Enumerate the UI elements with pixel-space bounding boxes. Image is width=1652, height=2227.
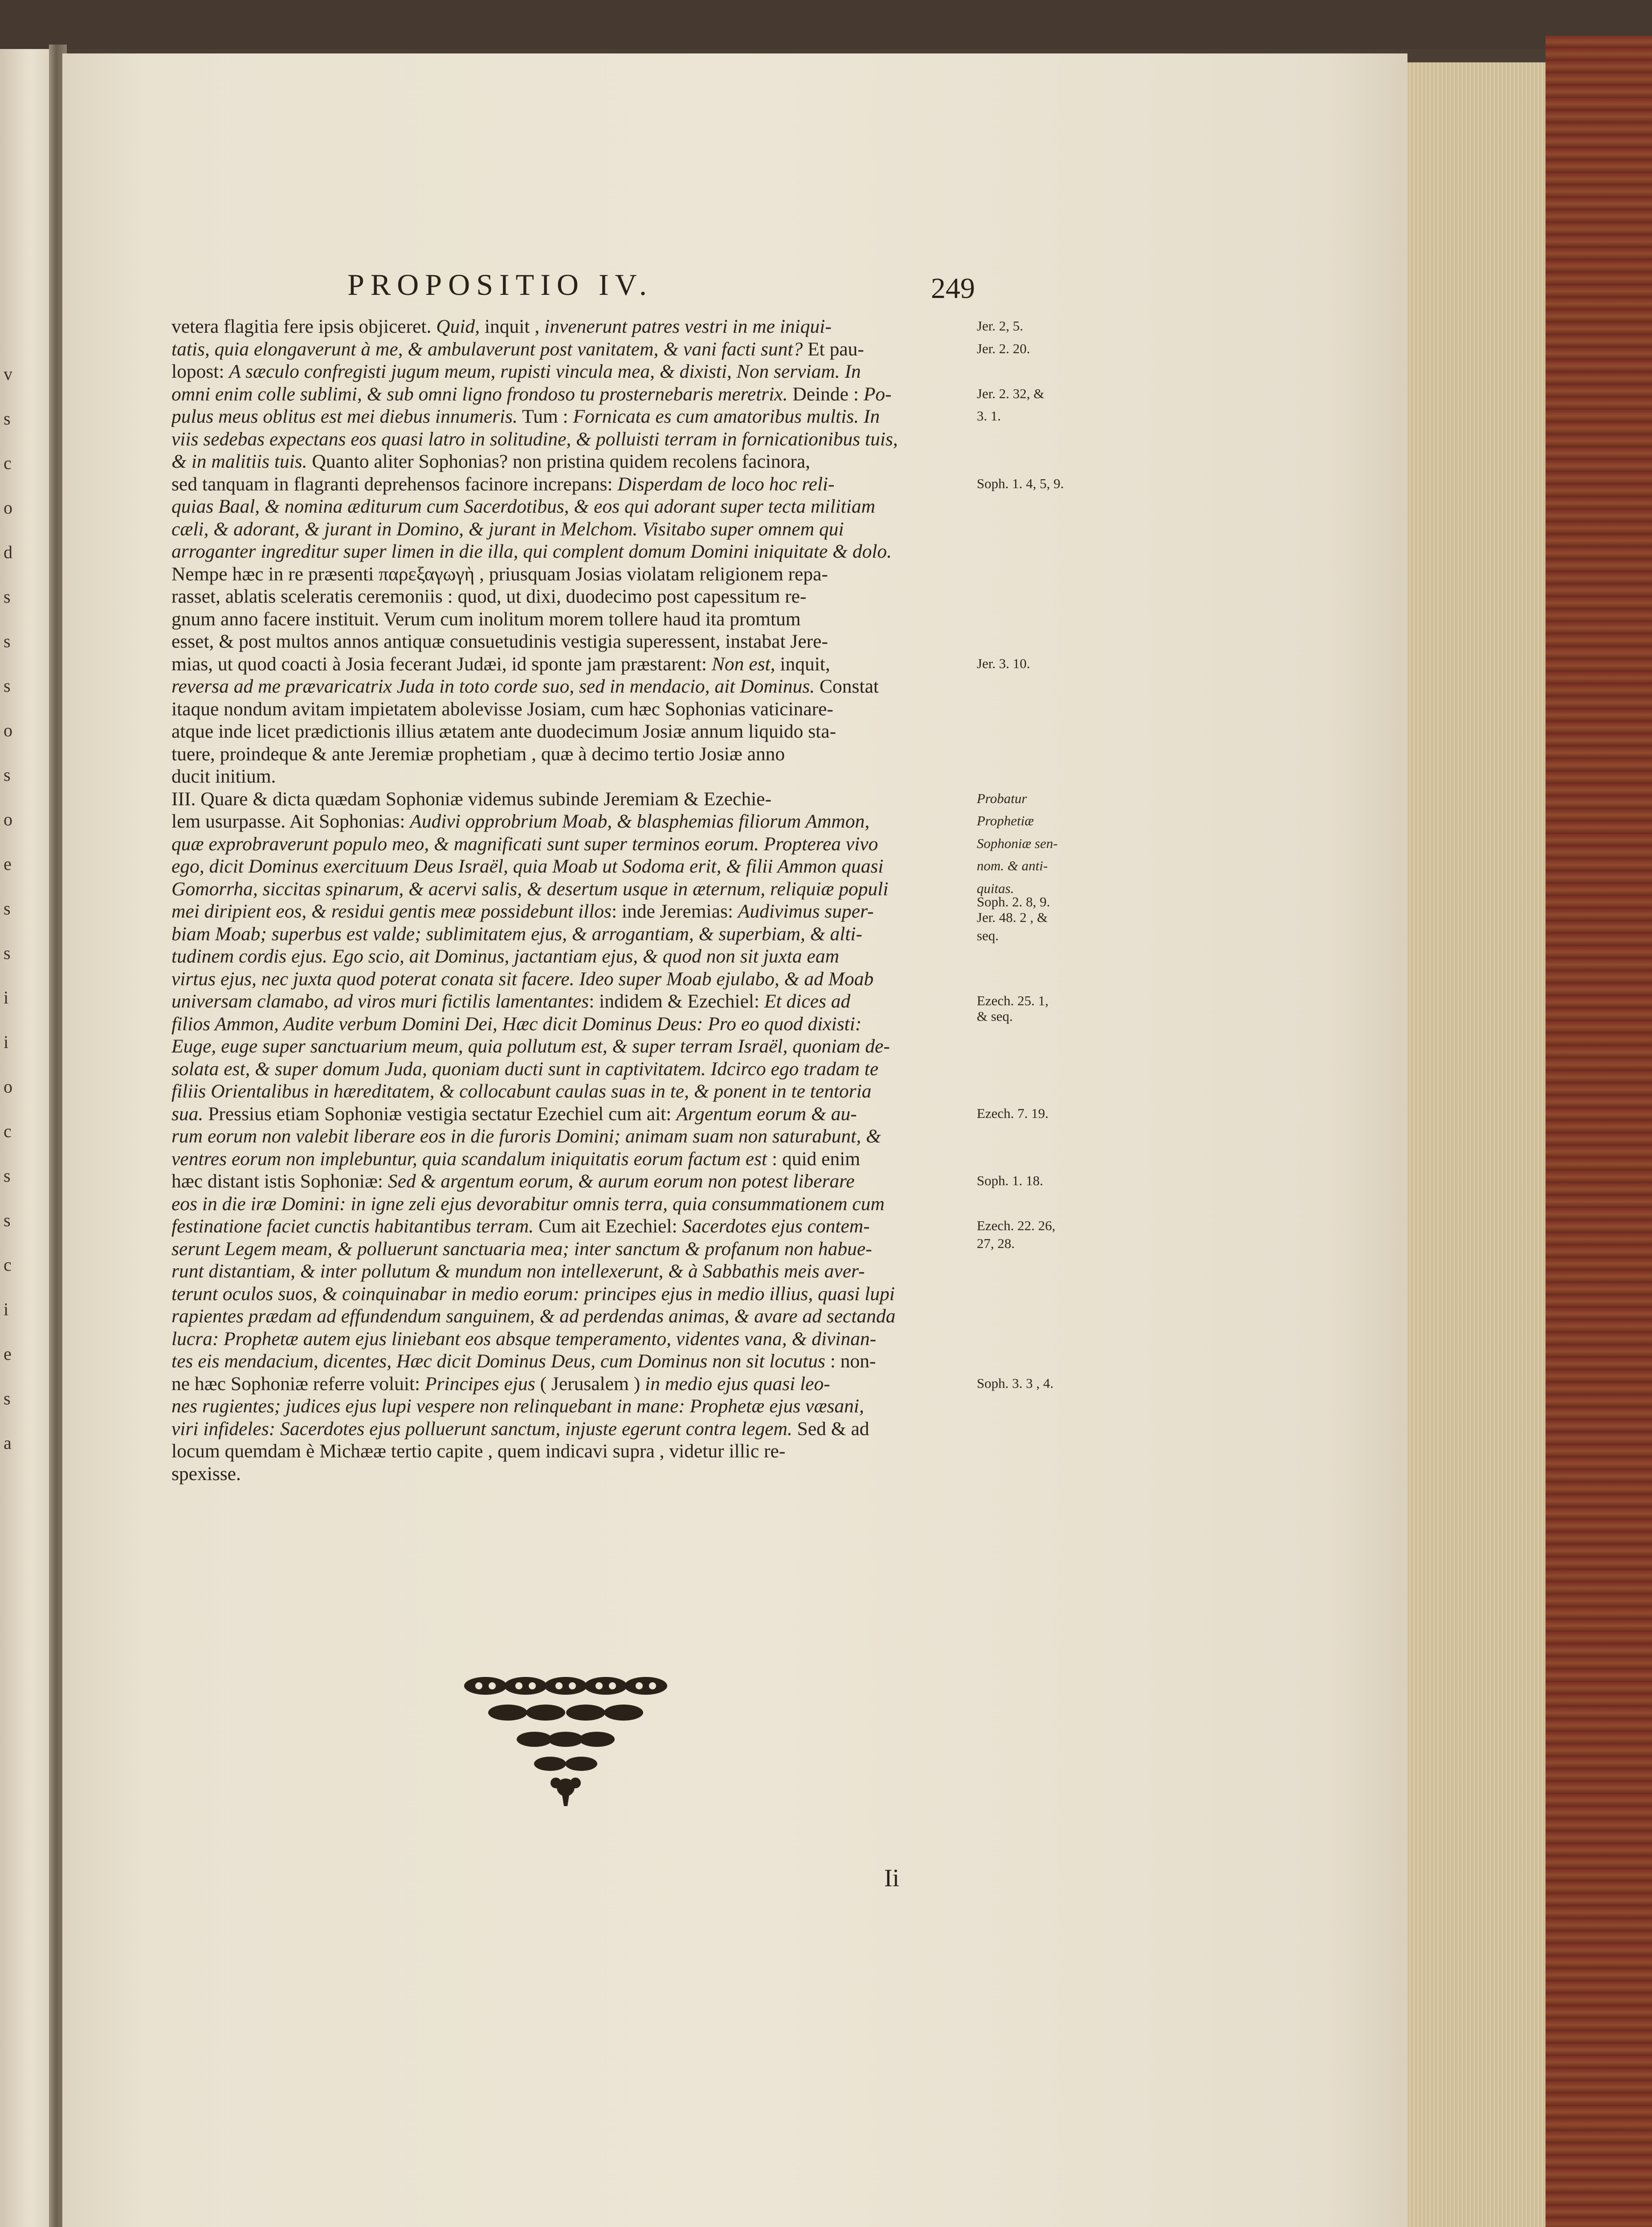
- text-segment: Cum ait Ezechiel:: [534, 1215, 682, 1237]
- text-line: [171, 1418, 975, 1440]
- scripture-quote: terunt oculos suos, & coinquinabar in medio eorum: principes ejus in medio illius, quasi lupi: [171, 1283, 895, 1305]
- text-segment: hæc distant istis Sophoniæ:: [171, 1171, 388, 1192]
- text-line: [171, 1373, 975, 1395]
- text-segment: III. Quare & dicta quædam Sophoniæ videmus subinde Jeremiam & Ezechie-: [171, 788, 771, 810]
- scripture-quote: lucra: Prophetæ autem ejus liniebant eos absque temperamento, videntes vana, & divinan-: [171, 1328, 877, 1350]
- margin-note: Ezech. 22. 26,: [977, 1218, 1056, 1233]
- left-page-letter: c: [4, 1121, 12, 1141]
- margin-note: nom. & anti-: [977, 858, 1048, 873]
- text-line: [171, 675, 975, 698]
- text-segment: locum quemdam è Michææ tertio capite , quem indicavi supra , videtur illic re-: [171, 1440, 786, 1462]
- body-text: [171, 315, 975, 1485]
- text-line: [171, 833, 975, 856]
- text-line: [171, 1058, 975, 1081]
- margin-note: Jer. 48. 2 , &: [977, 910, 1048, 926]
- text-line: [171, 653, 975, 676]
- tailpiece-ornament: [459, 1668, 673, 1811]
- scripture-quote: biam Moab; superbus est valde; sublimitatem ejus, & arrogantiam, & superbiam, & alti-: [171, 923, 863, 945]
- text-line: [171, 428, 975, 451]
- scripture-quote: serunt Legem meam, & polluerunt sanctuaria mea; inter sanctum & profanum non habue-: [171, 1238, 872, 1260]
- left-page-letter: o: [4, 720, 12, 740]
- text-line: [171, 968, 975, 991]
- text-line: [171, 585, 975, 608]
- margin-note: seq.: [977, 927, 999, 943]
- text-line: [171, 923, 975, 946]
- scripture-quote: ventres eorum non implebuntur, quia scandalum iniquitatis eorum factum est: [171, 1148, 767, 1170]
- left-page-letter: s: [4, 943, 11, 963]
- margin-note: Soph. 1. 4, 5, 9.: [977, 475, 1064, 491]
- text-segment: tuere, proindeque & ante Jeremiæ prophetiam , quæ à decimo tertio Josiæ anno: [171, 743, 785, 765]
- scripture-quote: filios Ammon, Audite verbum Domini Dei, Hæc dicit Dominus Deus: Pro eo quod dixisti:: [171, 1013, 862, 1035]
- scripture-quote: rapientes prædam ad effundendum sanguinem, & ad perdendas animas, & avare ad sectanda: [171, 1305, 896, 1327]
- text-line: [171, 405, 975, 428]
- text-line: [171, 360, 975, 383]
- text-segment: Quanto aliter Sophonias? non pristina quidem recolens facinora,: [307, 451, 811, 472]
- scripture-quote: invenerunt patres vestri in me iniqui-: [544, 316, 832, 337]
- margin-note: quitas.: [977, 880, 1014, 896]
- text-segment: spexisse.: [171, 1463, 241, 1485]
- left-page-letter: s: [4, 765, 11, 785]
- ornament-third-row: [517, 1732, 615, 1747]
- book-cover-edge: [1546, 36, 1652, 2227]
- left-page-letter: c: [4, 453, 12, 473]
- text-line: [171, 338, 975, 361]
- left-page-letter: i: [4, 987, 9, 1007]
- left-page-letter: e: [4, 1344, 12, 1364]
- text-segment: lopost:: [171, 361, 229, 382]
- left-page-letter: s: [4, 1388, 11, 1408]
- text-line: [171, 495, 975, 518]
- scripture-quote: Principes ejus: [425, 1373, 535, 1395]
- margin-note: & seq.: [977, 1008, 1013, 1024]
- scripture-quote: solata est, & super domum Juda, quoniam ducti sunt in captivitatem. Idcirco ego tradam te: [171, 1058, 879, 1080]
- text-line: [171, 1238, 975, 1260]
- text-line: [171, 945, 975, 968]
- scripture-quote: Non est,: [711, 653, 775, 675]
- page-block-edges: [1407, 62, 1546, 2227]
- margin-note: Jer. 3. 10.: [977, 655, 1030, 671]
- scripture-quote: sua.: [171, 1103, 204, 1125]
- text-segment: sed tanquam in flagranti deprehensos facinore increpans:: [171, 473, 618, 495]
- left-page-letter: s: [4, 587, 11, 607]
- left-page-letter: s: [4, 1166, 11, 1186]
- page-number: 249: [931, 272, 975, 305]
- scripture-quote: A sæculo confregisti jugum meum, rupisti vincula mea, & dixisti, Non serviam. In: [229, 361, 861, 382]
- text-segment: Sed & ad: [792, 1418, 869, 1440]
- scripture-quote: pulus meus oblitus est mei diebus innumeris.: [171, 406, 518, 427]
- text-line: [171, 1103, 975, 1126]
- ornament-second-row: [488, 1705, 643, 1721]
- text-segment: Nempe hæc in re præsenti παρεξαγωγὴ , priusquam Josias violatam religionem repa-: [171, 563, 828, 585]
- running-title: PROPOSITIO IV.: [347, 268, 653, 302]
- text-line: [171, 743, 975, 766]
- margin-note: Jer. 2. 20.: [977, 340, 1030, 356]
- left-page-letter: d: [4, 542, 12, 562]
- margin-note: Ezech. 7. 19.: [977, 1105, 1048, 1121]
- scripture-quote: tatis, quia elongaverunt à me, & ambulaverunt post vanitatem, & vani facti sunt?: [171, 338, 803, 360]
- text-line: [171, 473, 975, 496]
- margin-notes: [977, 0, 1079, 2227]
- left-page-letter: v: [4, 364, 12, 384]
- text-segment: rasset, ablatis sceleratis ceremoniis : quod, ut dixi, duodecimo post capessitum re-: [171, 586, 807, 607]
- text-line: [171, 788, 975, 811]
- text-line: [171, 1193, 975, 1215]
- margin-note: Jer. 2. 32, &: [977, 385, 1044, 401]
- text-line: [171, 315, 975, 338]
- scripture-quote: Disperdam de loco hoc reli-: [617, 473, 835, 495]
- text-segment: mias, ut quod coacti à Josia fecerant Judæi, id sponte jam præstarent:: [171, 653, 712, 675]
- text-segment: Pressius etiam Sophoniæ vestigia sectatur Ezechiel cum ait:: [203, 1103, 677, 1125]
- text-segment: ( Jerusalem ): [535, 1373, 645, 1395]
- scripture-quote: nes rugientes; judices ejus lupi vespere non relinquebant in mane: Prophetæ ejus væsani,: [171, 1395, 864, 1417]
- scripture-quote: Sacerdotes ejus contem-: [682, 1215, 870, 1237]
- text-line: [171, 765, 975, 788]
- text-line: [171, 383, 975, 406]
- scripture-quote: Audivi opprobrium Moab, & blasphemias filiorum Ammon,: [410, 811, 870, 832]
- scripture-quote: virtus ejus, nec juxta quod poterat conata sit facere. Ideo super Moab ejulabo, & ad Moab: [171, 968, 874, 990]
- scripture-quote: omni enim colle sublimi, & sub omni ligno frondoso tu prosternebaris meretrix.: [171, 383, 788, 405]
- text-line: [171, 1125, 975, 1148]
- text-line: [171, 1260, 975, 1283]
- text-line: [171, 1170, 975, 1193]
- scripture-quote: & in malitiis tuis.: [171, 451, 307, 472]
- left-page-edge-text: [4, 352, 21, 1465]
- scripture-quote: quæ exprobraverunt populo meo, & magnificati sunt super terminos eorum. Propterea vivo: [171, 833, 878, 855]
- text-line: [171, 1350, 975, 1373]
- scripture-quote: arroganter ingreditur super limen in die illa, qui complent domum Domini iniquitate & dolo.: [171, 541, 892, 562]
- left-page-letter: i: [4, 1032, 9, 1052]
- text-line: [171, 1440, 975, 1463]
- text-line: [171, 900, 975, 923]
- text-line: [171, 563, 975, 586]
- scripture-quote: tes eis mendacium, dicentes, Hæc dicit Dominus Deus, cum Dominus non sit locutus: [171, 1350, 825, 1372]
- scripture-quote: ego, dicit Dominus exercituum Deus Israël, quia Moab ut Sodoma erit, & filii Ammon quasi: [171, 856, 884, 877]
- left-page-letter: i: [4, 1299, 9, 1319]
- text-segment: esset, & post multos annos antiquæ consuetudinis vestigia superessent, instabat Jere-: [171, 631, 828, 652]
- scripture-quote: cæli, & adorant, & jurant in Domino, & jurant in Melchom. Visitabo super omnem qui: [171, 518, 844, 540]
- margin-note: Sophoniæ sen-: [977, 835, 1058, 851]
- text-segment: : non-: [825, 1350, 876, 1372]
- text-segment: inquit,: [775, 653, 830, 675]
- text-line: [171, 1283, 975, 1305]
- margin-note: Soph. 2. 8, 9.: [977, 893, 1050, 910]
- left-page-letter: s: [4, 676, 11, 696]
- text-line: [171, 1395, 975, 1418]
- ornament-fleuron: [551, 1778, 581, 1806]
- text-line: [171, 1013, 975, 1036]
- margin-note: 3. 1.: [977, 408, 1001, 424]
- signature-mark: Ii: [884, 1864, 900, 1892]
- text-segment: atque inde licet prædictionis illius ætatem ante duodecimum Josiæ annum liquido sta-: [171, 721, 836, 742]
- text-segment: Et pau-: [803, 338, 864, 360]
- text-line: [171, 608, 975, 631]
- text-segment: lem usurpasse. Ait Sophonias:: [171, 811, 410, 832]
- scripture-quote: Argentum eorum & au-: [676, 1103, 857, 1125]
- ornament-fourth-row: [534, 1757, 597, 1771]
- margin-note: Soph. 3. 3 , 4.: [977, 1375, 1054, 1391]
- text-line: [171, 1215, 975, 1238]
- left-page-letter: s: [4, 898, 11, 918]
- left-page-letter: o: [4, 498, 12, 518]
- margin-note: Probatur: [977, 790, 1027, 806]
- text-line: [171, 855, 975, 878]
- left-page-letter: s: [4, 1210, 11, 1230]
- scripture-quote: reversa ad me prævaricatrix Juda in toto corde suo, sed in mendacio, ait Dominus.: [171, 676, 815, 697]
- scripture-quote: viis sedebas expectans eos quasi latro in solitudine, & polluisti terram in fornicationibus tuis,: [171, 428, 898, 450]
- scripture-quote: mei diripient eos, & residui gentis meæ possidebunt illos: [171, 901, 612, 922]
- text-line: [171, 1328, 975, 1350]
- text-segment: : quid enim: [767, 1148, 861, 1170]
- left-page-letter: o: [4, 1077, 12, 1097]
- text-line: [171, 540, 975, 563]
- margin-note: Soph. 1. 18.: [977, 1173, 1043, 1188]
- scripture-quote: eos in die iræ Domini: in igne zeli ejus devorabitur omnis terra, quia consummationem cum: [171, 1193, 885, 1215]
- left-page-letter: c: [4, 1255, 12, 1275]
- scripture-quote: Quid,: [436, 316, 480, 337]
- text-line: [171, 630, 975, 653]
- text-line: [171, 878, 975, 901]
- book-cover-top: [0, 0, 1652, 49]
- text-line: [171, 1035, 975, 1058]
- text-line: [171, 518, 975, 541]
- text-segment: : indidem & Ezechiel:: [589, 991, 764, 1012]
- scripture-quote: Sed & argentum eorum, & aurum eorum non potest liberare: [388, 1171, 855, 1192]
- text-segment: Tum :: [517, 406, 573, 427]
- text-line: [171, 698, 975, 721]
- margin-note: Ezech. 25. 1,: [977, 993, 1048, 1008]
- scripture-quote: Po-: [863, 383, 892, 405]
- scripture-quote: Fornicata es cum amatoribus multis. In: [573, 406, 880, 427]
- scripture-quote: quias Baal, & nomina æditurum cum Sacerdotibus, & eos qui adorant super tecta militiam: [171, 496, 876, 517]
- margin-note: Jer. 2, 5.: [977, 318, 1024, 334]
- scripture-quote: rum eorum non valebit liberare eos in die furoris Domini; animam suam non saturabunt, &: [171, 1126, 881, 1147]
- text-segment: gnum anno facere instituit. Verum cum inolitum morem tollere haud ita promtum: [171, 608, 801, 630]
- text-line: [171, 810, 975, 833]
- text-segment: itaque nondum avitam impietatem abolevisse Josiam, cum hæc Sophonias vaticinare-: [171, 698, 833, 720]
- text-line: [171, 1148, 975, 1171]
- scripture-quote: in medio ejus quasi leo-: [645, 1373, 830, 1395]
- text-line: [171, 1463, 975, 1485]
- left-facing-page: [0, 49, 56, 2227]
- text-line: [171, 990, 975, 1013]
- scripture-quote: festinatione faciet cunctis habitantibus terram.: [171, 1215, 534, 1237]
- text-line: [171, 720, 975, 743]
- scripture-quote: Euge, euge super sanctuarium meum, quia pollutum est, & super terram Israël, quoniam de-: [171, 1036, 890, 1057]
- scripture-quote: runt distantiam, & inter pollutum & mundum non intellexerunt, & à Sabbathis meis aver-: [171, 1260, 865, 1282]
- text-line: [171, 1305, 975, 1328]
- scripture-quote: Et dices ad: [764, 991, 851, 1012]
- scripture-quote: Gomorrha, siccitas spinarum, & acervi salis, & desertum usque in æternum, reliquiæ populi: [171, 878, 889, 900]
- text-segment: Deinde :: [787, 383, 864, 405]
- scripture-quote: tudinem cordis ejus. Ego scio, ait Dominus, jactantiam ejus, & quod non sit juxta eam: [171, 946, 840, 967]
- left-page-letter: e: [4, 854, 12, 874]
- margin-note: 27, 28.: [977, 1236, 1015, 1252]
- text-segment: ne hæc Sophoniæ referre voluit:: [171, 1373, 425, 1395]
- scripture-quote: filiis Orientalibus in hæreditatem, & collocabunt caulas suas in te, & ponent in te tentoria: [171, 1081, 872, 1102]
- text-segment: vetera flagitia fere ipsis objiceret.: [171, 316, 436, 337]
- scripture-quote: Audivimus super-: [738, 901, 874, 922]
- text-segment: ducit initium.: [171, 766, 276, 787]
- left-page-letter: s: [4, 408, 11, 428]
- text-segment: : inde Jeremias:: [611, 901, 738, 922]
- margin-note: Prophetiæ: [977, 813, 1034, 828]
- left-page-letter: s: [4, 631, 11, 651]
- text-line: [171, 1080, 975, 1103]
- text-segment: inquit ,: [480, 316, 545, 337]
- left-page-letter: a: [4, 1433, 12, 1453]
- text-segment: Constat: [815, 676, 879, 697]
- scripture-quote: viri infideles: Sacerdotes ejus polluerunt sanctum, injuste egerunt contra legem.: [171, 1418, 792, 1440]
- text-line: [171, 450, 975, 473]
- left-page-letter: o: [4, 809, 12, 829]
- scripture-quote: universam clamabo, ad viros muri fictilis lamentantes: [171, 991, 589, 1012]
